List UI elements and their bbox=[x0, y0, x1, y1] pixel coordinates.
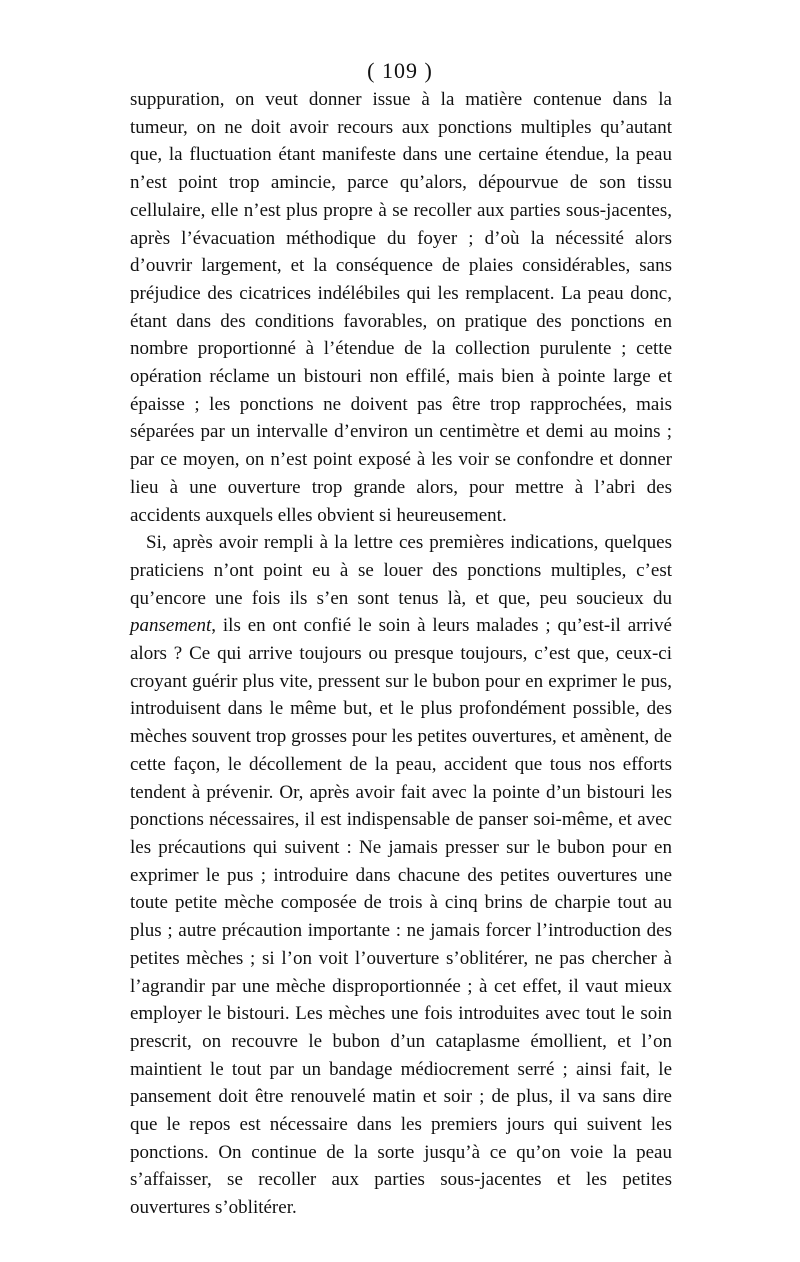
emphasized-word: pansement bbox=[130, 615, 212, 637]
page-number: ( 109 ) bbox=[367, 58, 433, 83]
paragraph-1: suppuration, on veut donner issue à la matière contenue dans la tumeur, on ne doit avoir recours aux ponctions multiples qu’autant que, la fluctuation étant manifeste dans une certaine étendue, la peau n’est point trop amincie, parce qu’alors, dépourvue de son tissu cellulaire, elle n’est plus propre à se recoller aux parties sous-jacentes, après l’évacuation méthodique du foyer ; d’où la nécessité alors d’ouvrir largement, et la conséquence de plaies considérables, sans préjudice des cicatrices indélébiles qui les remplacent. La peau donc, étant dans des conditions favorables, on pratique des ponctions en nombre proportionné à l’étendue de la collection purulente ; cette opération réclame un bistouri non effilé, mais bien à pointe large et épaisse ; les ponctions ne doivent pas être trop rapprochées, mais séparées par un intervalle d’environ un centimètre et demi au moins ; par ce moyen, on n’est point exposé à les voir se confondre et donner lieu à une ouverture trop grande alors, pour mettre à l’abri des accidents auxquels elles obvient si heureusement. bbox=[130, 89, 672, 526]
paragraph-2-part-1: Si, après avoir rempli à la lettre ces premières indications, quelques praticiens n’ont point eu à se louer des ponctions multiples, c’est qu’encore une fois ils s’en sont tenus là, et que, peu soucieux du bbox=[130, 532, 672, 609]
paragraph-2-part-2: , ils en ont confié le soin à leurs malades ; qu’est-il arrivé alors ? Ce qui arrive toujours ou presque toujours, c’est que, ceux-ci croyant guérir plus vite, pressent sur le bubon pour en exprimer le pus, introduisent dans le même but, et le plus profondément possible, des mèches souvent trop grosses pour les petites ouvertures, et amènent, de cette façon, le décollement de la peau, accident que tous nos efforts tendent à prévenir. Or, après avoir fait avec la pointe d’un bistouri les ponctions nécessaires, il est indispensable de panser soi-même, et avec les précautions qui suivent : Ne jamais presser sur le bubon pour en exprimer le pus ; introduire dans chacune des petites ouvertures une toute petite mèche composée de trois à cinq brins de charpie tout au plus ; autre précaution importante : ne jamais forcer l’introduction des petites mèches ; si l’on voit l’ouverture s’oblitérer, ne pas chercher à l’agrandir par une mèche disproportionnée ; à cet effet, il vaut mieux employer le bistouri. Les mèches une fois introduites avec tout le soin prescrit, on recouvre le bubon d’un cataplasme émollient, et l’on maintient le tout par un bandage médiocrement serré ; ainsi fait, le pansement doit être renouvelé matin et soir ; de plus, il va sans dire que le repos est nécessaire dans les premiers jours qui suivent les ponctions. On continue de la sorte jusqu’à ce qu’on voie la peau s’affaisser, se recoller aux parties sous-jacentes et les petites ouvertures s’oblitérer. bbox=[130, 615, 672, 1219]
paragraph-2 bbox=[130, 529, 672, 1222]
body-text bbox=[130, 86, 672, 1222]
